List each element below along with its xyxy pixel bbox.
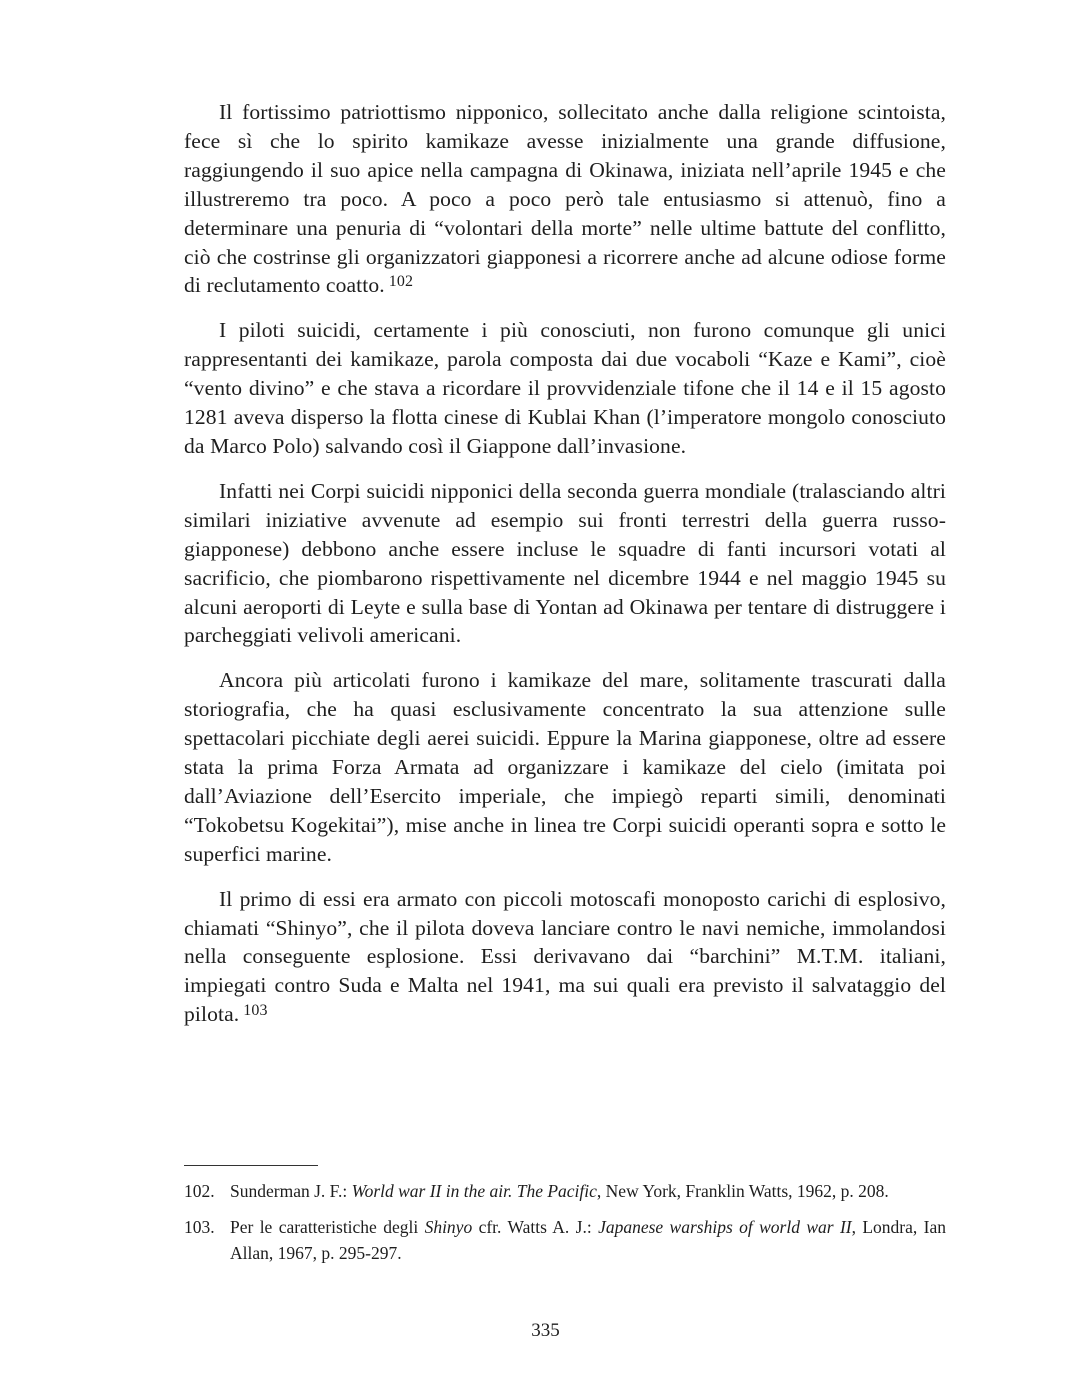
paragraph-2: I piloti suicidi, certamente i più conosciuti, non furono comunque gli unici rappresentanti dei kamikaze, parola composta dai due vocaboli “Kaze e Kami”, cioè “vento divino” e che stava a ricordare il provvidenziale tifone che il 14 e il 15 agosto 1281 aveva disperso la flotta cinese di Kublai Khan (l’imperatore mongolo conosciuto da Marco Polo) salvando così il Giappone dall’invasione. — [184, 318, 946, 458]
footnote-text: Sunderman J. F.: World war II in the air. The Pacific, New York, Franklin Watts, 1962, p. 208. — [230, 1181, 889, 1201]
page-number: 335 — [531, 1320, 560, 1341]
footnote-text: Per le caratteristiche degli Shinyo cfr. Watts A. J.: Japanese warships of world war II, Londra, Ian Allan, 1967, p. 295-297. — [230, 1217, 946, 1263]
footnote-number: 103. — [184, 1217, 215, 1237]
footnote-102 — [184, 1178, 946, 1204]
footnote-divider — [184, 1165, 318, 1166]
footnote-ref-103[interactable]: 103 — [243, 1002, 268, 1020]
paragraph-1: Il fortissimo patriottismo nipponico, sollecitato anche dalla religione scintoista, fece sì che lo spirito kamikaze avesse inizialmente una grande diffusione, raggiungendo il suo apice nella campagna di Okinawa, iniziata nell’aprile 1945 e che illustreremo tra poco. A poco a poco però tale entusiasmo si attenuò, fino a determinare una penuria di “volontari della morte” nelle ultime battute del conflitto, ciò che costrinse gli organizzatori giapponesi a ricorrere anche ad alcune odiose forme di reclutamento coatto. $^{102}$ — [184, 100, 946, 298]
footnote-number: 102. — [184, 1181, 215, 1201]
paragraph-3: Infatti nei Corpi suicidi nipponici della seconda guerra mondiale (tralasciando altri similari iniziative avvenute ad esempio sui fronti terrestri della guerra russo-giapponese) debbono anche essere incluse le squadre di fanti incursori votati al sacrificio, che piombarono rispettivamente nel dicembre 1944 e nel maggio 1945 su alcuni aeroporti di Leyte e sulla base di Yontan ad Okinawa per tentare di distruggere i parcheggiati velivoli americani. — [184, 478, 946, 648]
main-text — [184, 98, 946, 1045]
footnote-ref-102[interactable]: 102 — [388, 273, 414, 291]
paragraph-5: Il primo di essi era armato con piccoli motoscafi monoposto carichi di esplosivo, chiamati “Shinyo”, che il pilota doveva lanciare contro le navi nemiche, immolandosi nella conseguente esplosione. Essi derivavano dai “barchini” M.T.M. italiani, impiegati contro Suda e Malta nel 1941, ma sui quali era previsto il salvataggio del pilota. $^{103}$ — [184, 886, 946, 1027]
paragraph-4: Ancora più articolati furono i kamikaze del mare, solitamente trascurati dalla storiografia, che ha quasi esclusivamente concentrato la sua attenzione sulle spettacolari picchiate degli aerei suicidi. Eppure la Marina giapponese, oltre ad essere stata la prima Forza Armata ad organizzare i kamikaze del cielo (imitata poi dall’Aviazione dell’Esercito imperiale, che impiegò reparti simili, denominati “Tokobetsu Kogekitai”), mise anche in linea tre Corpi suicidi operanti sopra e sotto le superfici marine. — [184, 668, 946, 866]
footnote-103 — [184, 1214, 946, 1266]
footnotes — [184, 1178, 946, 1276]
